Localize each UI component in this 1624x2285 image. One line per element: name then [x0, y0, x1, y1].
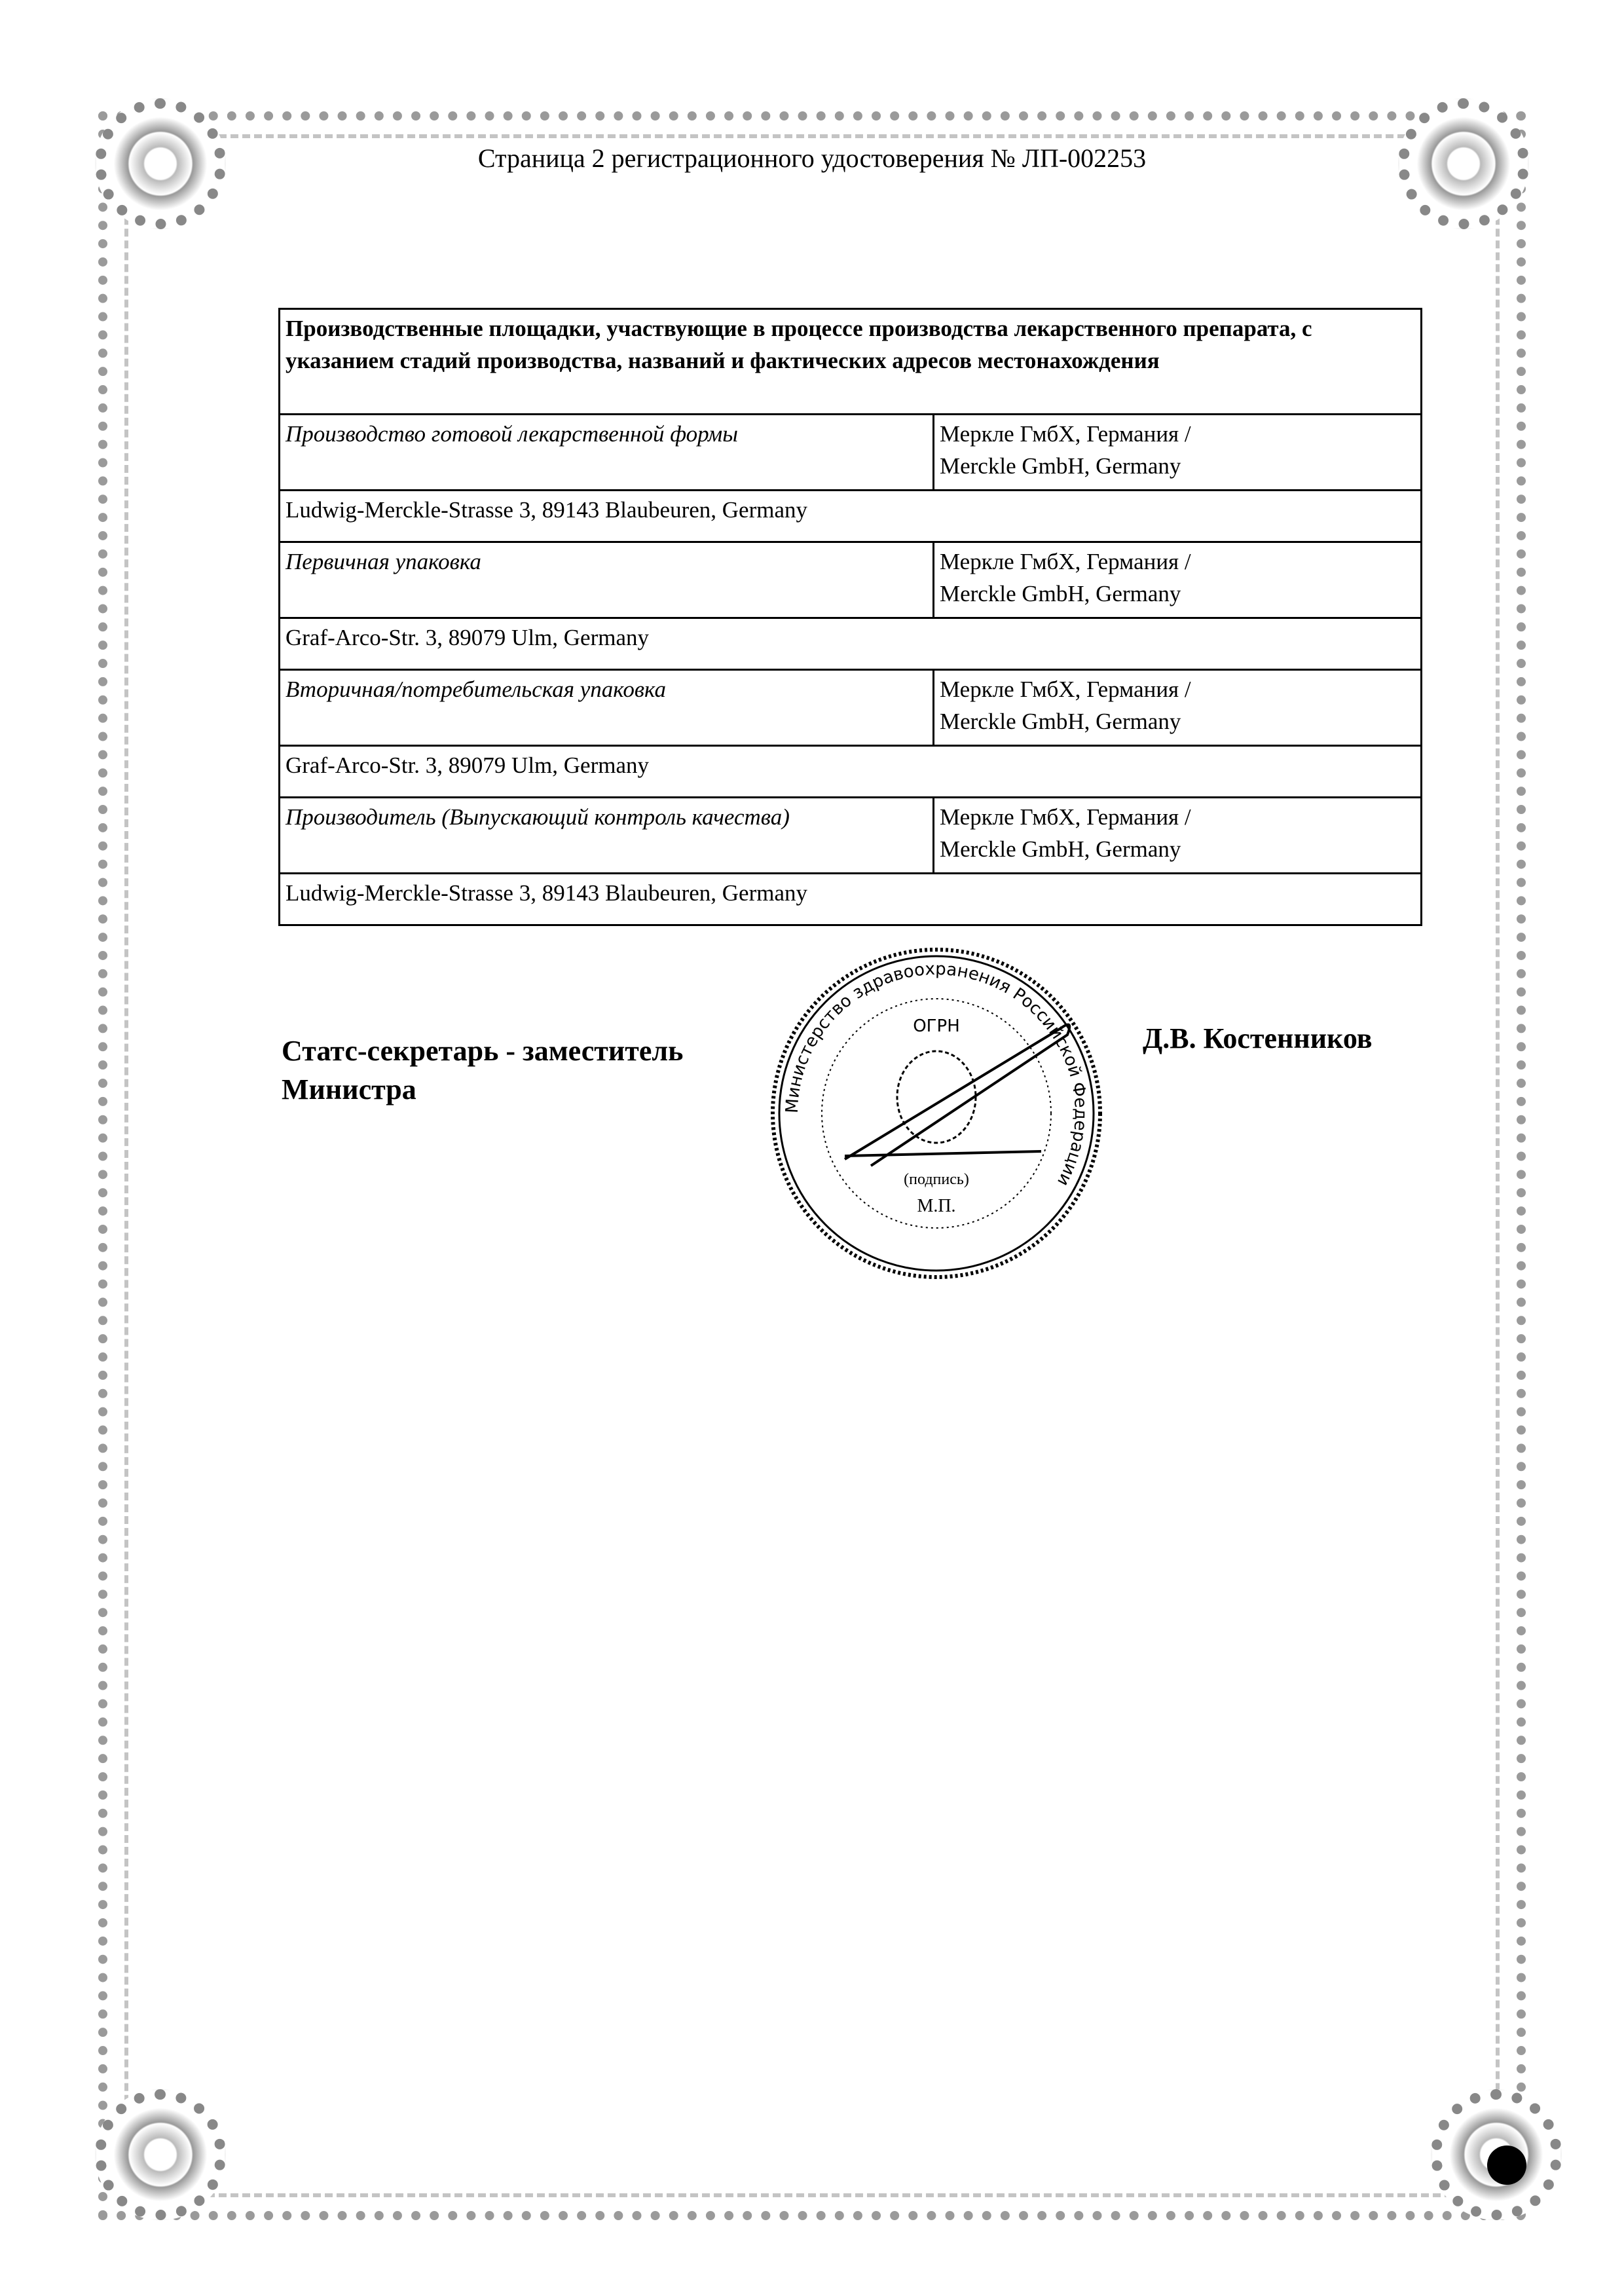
address-cell: Ludwig-Merckle-Strasse 3, 89143 Blaubeuren, Germany — [280, 874, 1422, 925]
company-cell — [934, 798, 1422, 874]
official-stamp — [766, 943, 1107, 1284]
company-ru: Меркле ГмбХ, Германия / — [940, 421, 1191, 447]
company-cell — [934, 670, 1422, 746]
stage-cell: Вторичная/потребительская упаковка — [280, 670, 934, 746]
company-cell — [934, 415, 1422, 491]
company-ru: Меркле ГмбХ, Германия / — [940, 677, 1191, 702]
stamp-mp: М.П. — [917, 1196, 956, 1216]
company-ru: Меркле ГмбХ, Германия / — [940, 804, 1191, 830]
company-en: Merckle GmbH, Germany — [940, 709, 1181, 734]
signatory-name: Д.В. Костенников — [1143, 1022, 1373, 1054]
table-row — [280, 798, 1422, 874]
stamp-signature-label: (подпись) — [904, 1171, 969, 1188]
production-sites-table — [278, 308, 1422, 926]
table-row — [280, 542, 1422, 618]
table-row — [280, 415, 1422, 491]
company-en: Merckle GmbH, Germany — [940, 581, 1181, 606]
stamp-ogrn: ОГРН — [913, 1016, 960, 1036]
table-row — [280, 670, 1422, 746]
position-line: Министра — [282, 1073, 416, 1106]
company-ru: Меркле ГмбХ, Германия / — [940, 549, 1191, 574]
address-cell: Ludwig-Merckle-Strasse 3, 89143 Blaubeuren, Germany — [280, 491, 1422, 542]
handwritten-signature — [845, 1024, 1069, 1166]
table-heading: Производственные площадки, участвующие в процессе производства лекарственного препарата, с указанием стадий производства, названий и фактических адресов местонахождения — [280, 309, 1422, 415]
corner-rosette-icon — [95, 2089, 226, 2220]
company-en: Merckle GmbH, Germany — [940, 453, 1181, 479]
corner-rosette-icon — [1431, 2089, 1562, 2220]
company-cell — [934, 542, 1422, 618]
stage-cell: Производитель (Выпускающий контроль качества) — [280, 798, 934, 874]
page-title: Страница 2 регистрационного удостоверения № ЛП-002253 — [477, 143, 1147, 173]
stamp-ring-text: Министерство здравоохранения Российской Федерации — [782, 959, 1091, 1189]
address-cell: Graf-Arco-Str. 3, 89079 Ulm, Germany — [280, 746, 1422, 798]
stage-cell: Производство готовой лекарственной формы — [280, 415, 934, 491]
signatory-position — [282, 1031, 683, 1109]
position-line: Статс-секретарь - заместитель — [282, 1035, 684, 1067]
address-cell: Graf-Arco-Str. 3, 89079 Ulm, Germany — [280, 618, 1422, 670]
stage-cell: Первичная упаковка — [280, 542, 934, 618]
coat-of-arms-icon — [897, 1051, 976, 1143]
company-en: Merckle GmbH, Germany — [940, 836, 1181, 862]
